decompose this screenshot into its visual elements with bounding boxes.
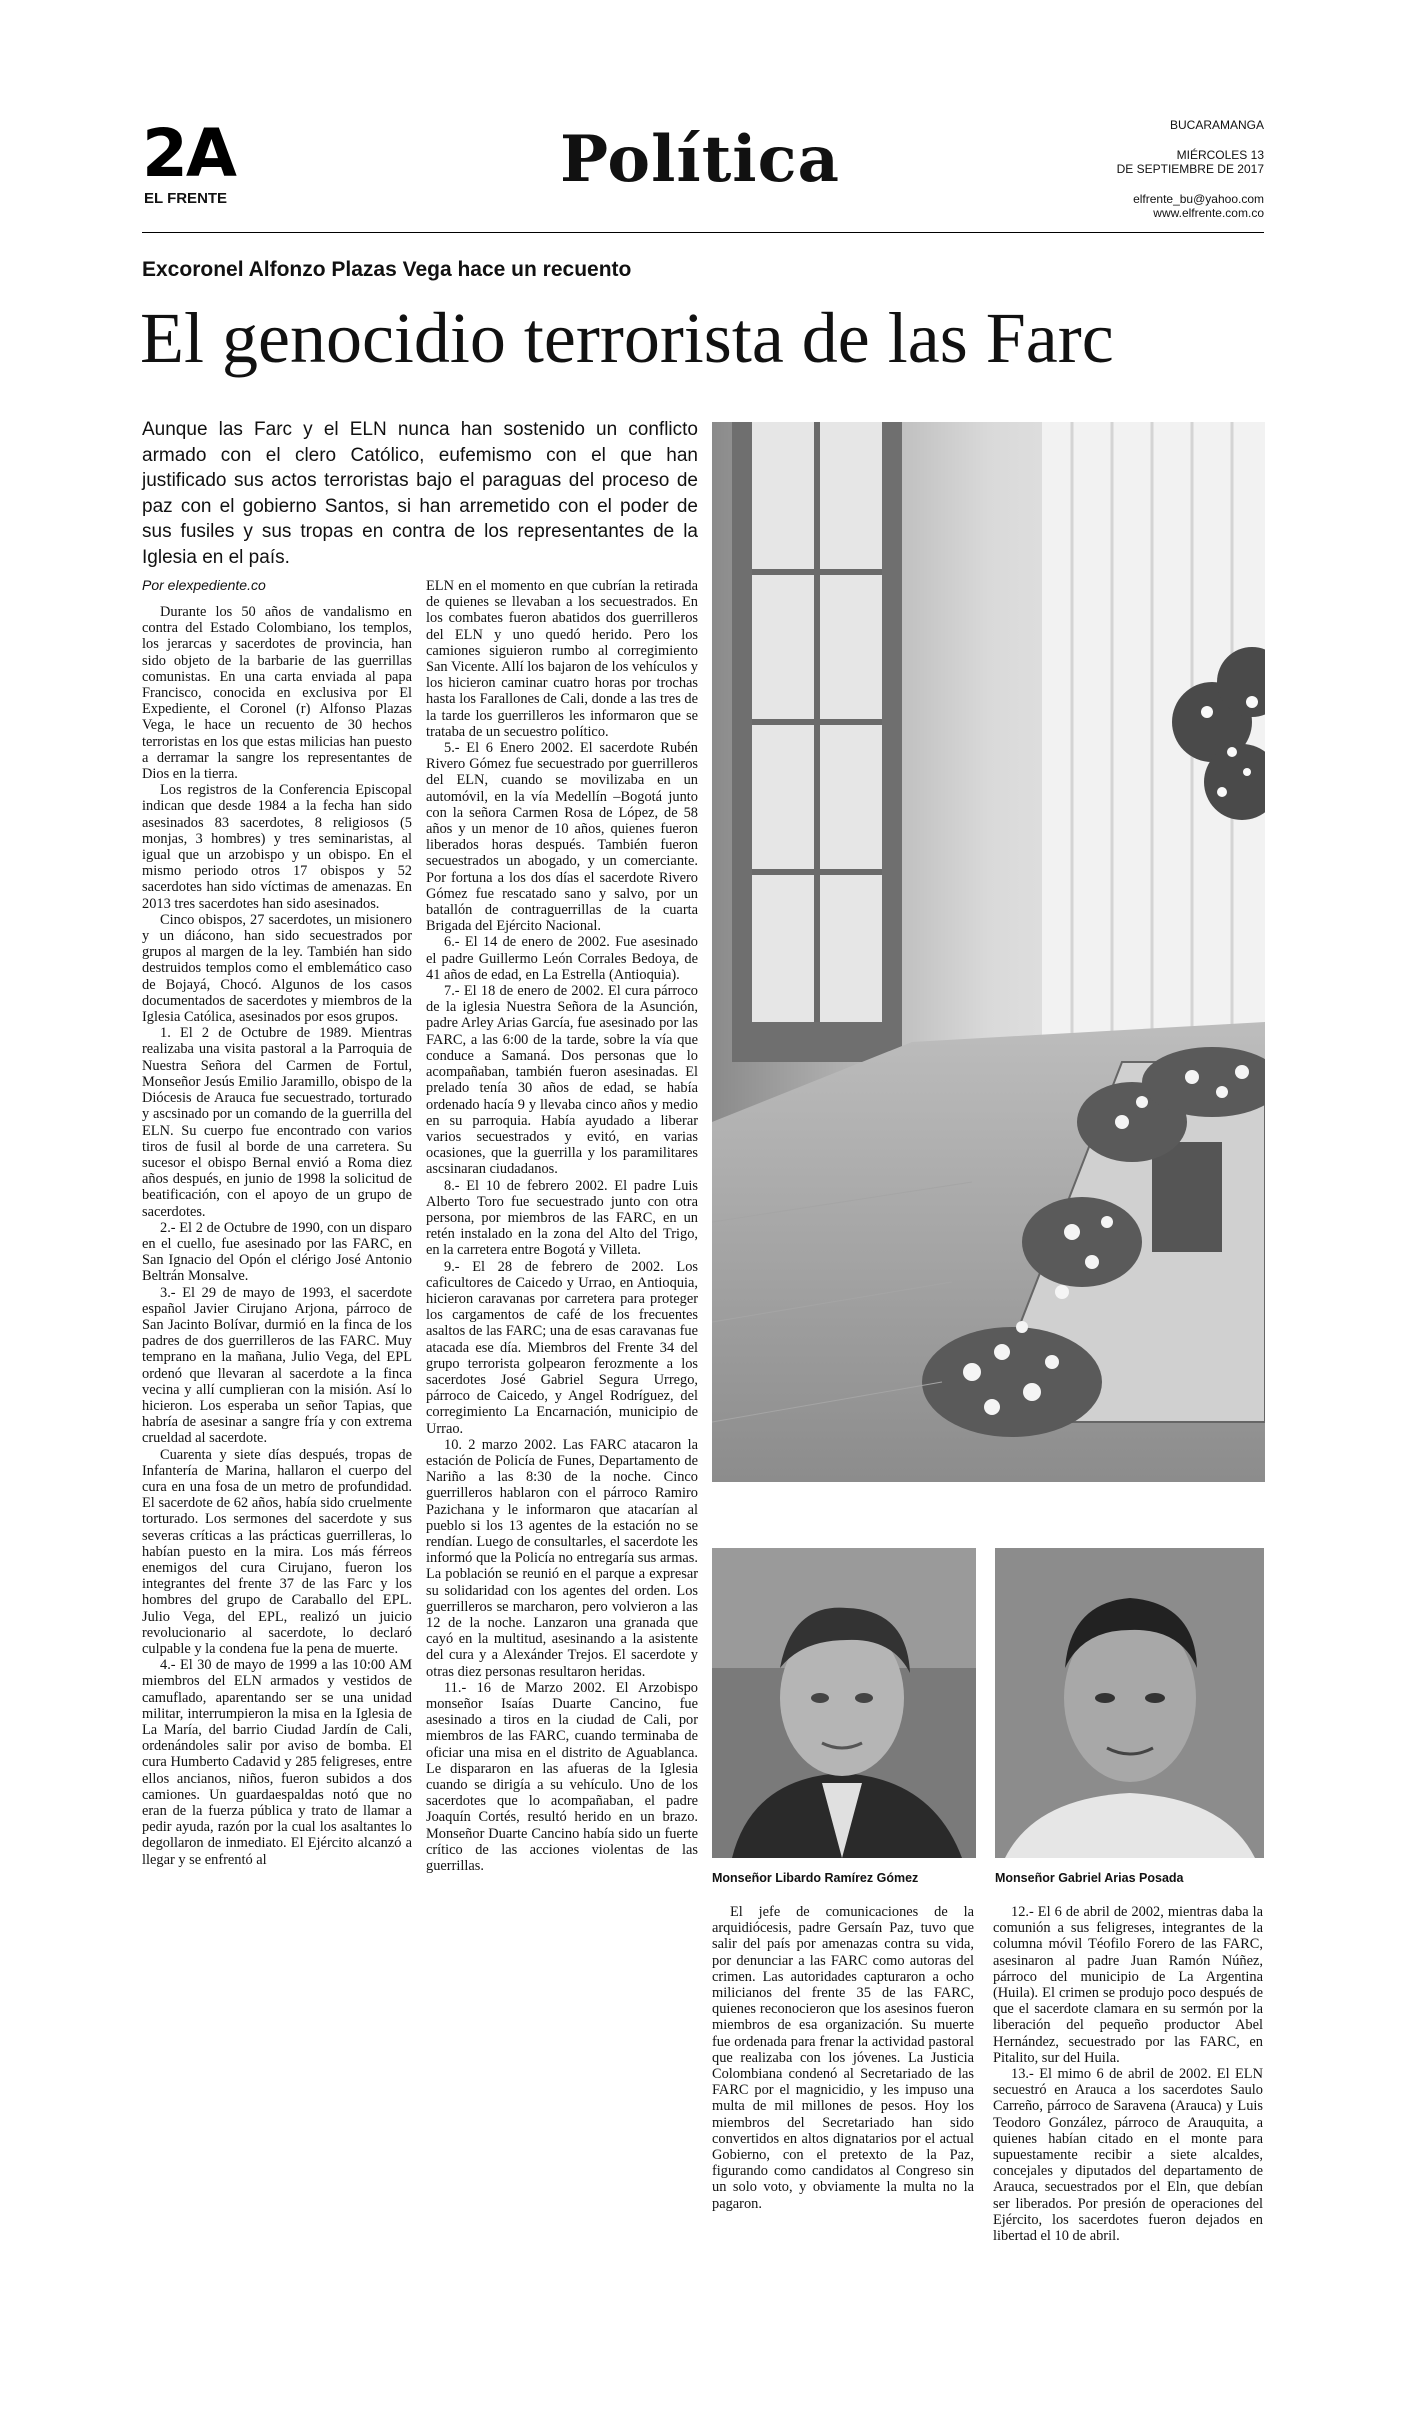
- page-number: 2A: [142, 115, 236, 192]
- city: BUCARAMANGA: [1169, 118, 1264, 132]
- portrait-illustration: [995, 1548, 1264, 1858]
- body-column-3: [712, 1904, 974, 2212]
- date-line-1: MIÉRCOLES 13: [1176, 148, 1264, 162]
- byline: Por elexpediente.co: [142, 577, 266, 593]
- body-column-4: [993, 1904, 1263, 2244]
- paragraph: Durante los 50 años de vandalismo en contra del Estado Colombiano, los templos, los jerarcas y sacerdotes de provincia, han sido objeto de la barbarie de las guerrillas comunistas. En una carta enviada al papa Francisco, conocida en exclusiva por El Expediente, el Coronel (r) Alfonso Plazas Vega, le hace un recuento de 30 hechos terroristas en los que estas milicias han puesto a derramar la sangre los representantes de Dios en la tierra.: [142, 604, 412, 783]
- paragraph: 10. 2 marzo 2002. Las FARC atacaron la estación de Policía de Funes, Departamento de Nariño a las 8:30 de la noche. Cinco guerrilleros hablaron con el párroco Ramiro Pazichana y le informaron que atacarían al pueblo si los 13 agentes de la estación no se rendían. Luego de consultarles, el sacerdote les informó que la Policía no entregaría sus armas. La población se reunió en el parque a expresar su solidaridad con los agentes del orden. Los guerrilleros se marcharon, pero volvieron a las 12 de la noche. Lanzaron una granada que cayó en la multitud, asesinando a la asistente del cura y a Alexánder Trejos. El sacerdote y otras diez personas resultaron heridas.: [426, 1436, 698, 1680]
- body-column-1: [142, 604, 412, 1868]
- body-column-2: [426, 578, 698, 1874]
- headline: El genocidio terrorista de las Farc: [140, 298, 1114, 378]
- paragraph: Cuarenta y siete días después, tropas de Infantería de Marina, hallaron el cuerpo del cura en una fosa de un metro de profundidad. El sacerdote de 62 años, había sido cruelmente torturado. Los sermones del sacerdote y sus severas críticas a las prácticas guerrilleras, lo habían puesto en la mira. Los más férreos enemigos del cura Cirujano, fueron los integrantes del frente 37 de las Farc y los hombres del grupo de Caraballo del EPL. Julio Vega, del EPL, realizó un juicio revolucionario al sacerdote, lo declaró culpable y la condena fue la pena de muerte.: [142, 1446, 412, 1657]
- email: elfrente_bu@yahoo.com: [1133, 192, 1264, 206]
- header-info: [1117, 118, 1264, 220]
- church-altar-illustration: [712, 422, 1265, 1482]
- paragraph: 13.- El mimo 6 de abril de 2002. El ELN secuestró en Arauca a los sacerdotes Saulo Carreño, párroco de Saravena (Arauca) y Luis Teodoro González, párroco de Arauquita, a quienes habían citado en el monte para supuestamente recibir a siete alcaldes, concejales y diputados del departamento de Arauca, secuestrados por el Eln, que debían ser liberados. Por presión de operaciones del Ejército, los sacerdotes fueron dejados en libertad el 10 de abril.: [993, 2066, 1263, 2245]
- photo-caption-2: Monseñor Gabriel Arias Posada: [995, 1871, 1184, 1885]
- section-title: Política: [559, 122, 841, 197]
- paragraph: 5.- El 6 Enero 2002. El sacerdote Rubén Rivero Gómez fue secuestrado por guerrilleros del ELN, cuando se movilizaba en un automóvil, en la vía Medellín –Bogotá junto con la señora Carmen Rosa de López, de 58 años y un menor de 10 años, quienes fueron liberados horas después. También fueron secuestrados un abogado, y un comerciante. Por fortuna a los dos días el sacerdote Rivero Gómez fue rescatado sano y salvo, por un batallón de contraguerrillas de la cuarta Brigada del Ejército Nacional.: [426, 740, 698, 935]
- paragraph: Cinco obispos, 27 sacerdotes, un misionero y un diácono, han sido secuestrados por grupos al margen de la ley. También han sido destruidos templos como el emblemático caso de Bojayá, Chocó. Algunos de los casos documentados de sacerdotes y miembros de la Iglesia Católica, asesinados por esos grupos.: [142, 911, 412, 1026]
- photo-caption-1: Monseñor Libardo Ramírez Gómez: [712, 1871, 919, 1885]
- paragraph: 12.- El 6 de abril de 2002, mientras daba la comunión a sus feligreses, integrantes de la columna móvil Téofilo Forero de las FARC, asesinaron al padre Juan Ramón Núñez, párroco del municipio de La Argentina (Huila). El crimen se produjo poco después de que el sacerdote clamara en su sermón por la liberación del pequeño productor Abel Hernández, secuestrado por las FARC, en Pitalito, sur del Huila.: [993, 1904, 1263, 2066]
- paper-name: EL FRENTE: [144, 190, 228, 207]
- paragraph: 3.- El 29 de mayo de 1993, el sacerdote español Javier Cirujano Arjona, párroco de San Jacinto Bolívar, durmió en la finca de los padres de dos guerrilleros de las FARC. Muy temprano en la mañana, Julio Vega, del EPL ordenó que llevaran al sacerdote a la finca vecina y allí cumplieran con la misión. Así lo hicieron. Los esperaba un señor Tapias, que habría de asesinar a sangre fría y con extrema crueldad al sacerdote.: [142, 1284, 412, 1447]
- church-altar-photo: [712, 422, 1265, 1482]
- paragraph: Los registros de la Conferencia Episcopal indican que desde 1984 a la fecha han sido asesinados 83 sacerdotes, 8 religiosos (5 monjas, 3 hombres) y tres seminaristas, al igual que un arzobispo y un obispo. En el mismo periodo otros 17 obispos y 52 sacerdotes han sido víctimas de amenazas. En 2013 tres sacerdotes han sido asesinados.: [142, 782, 412, 912]
- lead-paragraph: Aunque las Farc y el ELN nunca han sostenido un conflicto armado con el clero Católico, eufemismo con el que han justificado sus actos terroristas bajo el paraguas del proceso de paz con el gobierno Santos, si han arremetido con el poder de sus fusiles y sus tropas en contra de los representantes de la Iglesia en el país.: [142, 419, 698, 568]
- portrait-illustration: [712, 1548, 976, 1858]
- paragraph: 1. El 2 de Octubre de 1989. Mientras realizaba una visita pastoral a la Parroquia de Nuestra Señora del Carmen de Fortul, Monseñor Jesús Emilio Jaramillo, obispo de la Diócesis de Arauca fue secuestrado, torturado y ascsinado por un comando de la guerrilla del ELN. Su cuerpo fue encontrado con varios tiros de fusil al borde de una carretera. Su sucesor el obispo Bernal envió a Roma diez años después, en junio de 1998 la solicitud de beatificación, con el apoyo de un grupo de sacerdotes.: [142, 1025, 412, 1220]
- date-line-2: DE SEPTIEMBRE DE 2017: [1116, 162, 1264, 176]
- portrait-photo-1: [712, 1548, 976, 1858]
- paragraph: 4.- El 30 de mayo de 1999 a las 10:00 AM miembros del ELN armados y vestidos de camuflado, aparentando ser se una unidad militar, interrumpieron la misa en la Iglesia de La María, del barrio Ciudad Jardín de Cali, ordenándoles salir por aviso de bomba. El cura Humberto Cadavid y 285 feligreses, entre ellos ancianos, niños, fueron subidos a dos camiones. Un guardaespaldas notó que no eran de la fuerza pública y trato de llamar a pedir ayuda, razón por la cual los asaltantes lo degollaron de inmediato. El Ejército alcanzó a llegar y se enfrentó al: [142, 1657, 412, 1868]
- portrait-photo-2: [995, 1548, 1264, 1858]
- paragraph: ELN en el momento en que cubrían la retirada de quienes se llevaban a los secuestrados. En los combates fueron abatidos dos guerrilleros del ELN y uno quedó herido. Pero los camiones siguieron rumbo al corregimiento San Vicente. Allí los bajaron de los vehículos y los hicieron caminar cuatro horas por trochas hasta los Farallones de Cali, donde a las tres de la tarde los guerrilleros les informaron que se trataba de un secuestro político.: [426, 578, 698, 740]
- paragraph: 7.- El 18 de enero de 2002. El cura párroco de la iglesia Nuestra Señora de la Asunción, padre Arley Arias García, fue asesinado por las FARC, a las 6:00 de la tarde, sobre la vía que conduce a Samaná. Dos personas que lo acompañaban, también fueron asesinadas. El prelado tenía 30 años de edad, se había ordenado hacía 9 y llevaba cinco años y medio en su parroquia. Había ayudado a liberar varios secuestrados y evitó, en varias ocasiones, que la guerrilla y los paramilitares ascsinaran ciudadanos.: [426, 983, 698, 1178]
- paragraph: 2.- El 2 de Octubre de 1990, con un disparo en el cuello, fue asesinado por las FARC, en San Ignacio del Opón el clérigo José Antonio Beltrán Monsalve.: [142, 1219, 412, 1285]
- paragraph: 9.- El 28 de febrero de 2002. Los caficultores de Caicedo y Urrao, en Antioquia, hicieron caravanas por carretera para proteger los cargamentos de café de los frecuentes asaltos de las FARC; una de esas caravanas fue atacada ese día. Miembros del Frente 34 del grupo terrorista golpearon ferozmente a los sacerdotes José Gabriel Segura Urrego, párroco de Caicedo, y Angel Rodríguez, del corregimiento La Encarnación, municipio de Urrao.: [426, 1258, 698, 1437]
- paragraph: 6.- El 14 de enero de 2002. Fue asesinado el padre Guillermo León Corrales Bedoya, de 41 años de edad, en La Estrella (Antioquia).: [426, 934, 698, 983]
- website: www.elfrente.com.co: [1153, 206, 1264, 220]
- paragraph: 11.- 16 de Marzo 2002. El Arzobispo monseñor Isaías Duarte Cancino, fue asesinado a tiros en la ciudad de Cali, por miembros de las FARC, cuando terminaba de oficiar una misa en el distrito de Aguablanca. Le dispararon en las afueras de la Iglesia cuando se dirigía a su vehículo. Uno de los sacerdotes que lo acompañaban, el padre Joaquín Cortés, resultó herido en un brazo. Monseñor Duarte Cancino había sido un fuerte crítico de las acciones violentas de las guerrillas.: [426, 1679, 698, 1875]
- paragraph: El jefe de comunicaciones de la arquidiócesis, padre Gersaín Paz, tuvo que salir del país por amenazas contra su vida, por denunciar a las FARC como autoras del crimen. Las autoridades capturaron a ocho milicianos del frente 35 de las FARC, quienes reconocieron que los asesinos fueron miembros de esa organización. Su muerte fue ordenada para frenar la actividad pastoral que realizaba con los jóvenes. La Justicia Colombiana condenó al Secretariado de las FARC por el magnicidio, y les impuso una multa de mil millones de pesos. Hoy los miembros del Secretariado han sido convertidos en altos dignatarios por el actual Gobierno, con el pretexto de la Paz, figurando como candidatos al Congreso sin un solo voto, y obviamente la multa no la pagaron.: [712, 1904, 974, 2212]
- paragraph: 8.- El 10 de febrero 2002. El padre Luis Alberto Toro fue secuestrado junto con otra persona, por miembros de las FARC, en un retén instalado en la zona del Alto del Trigo, en la carretera entre Bogotá y Villeta.: [426, 1177, 698, 1259]
- header-rule: [142, 232, 1264, 233]
- kicker: Excoronel Alfonzo Plazas Vega hace un recuento: [142, 258, 632, 281]
